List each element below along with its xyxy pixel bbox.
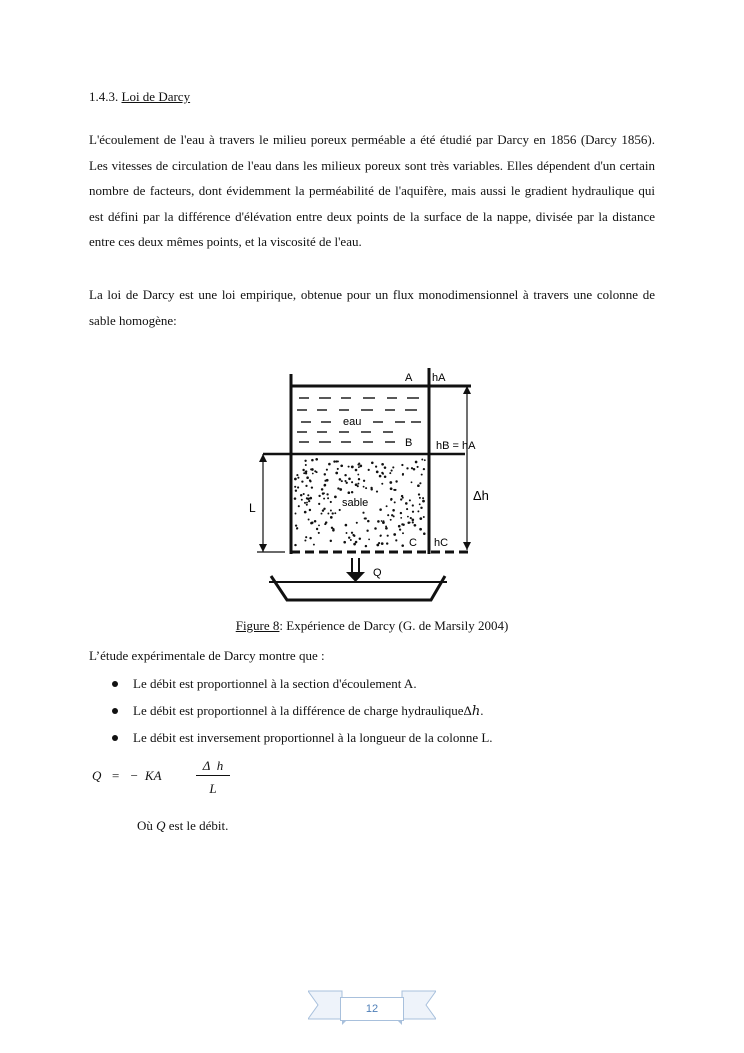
label-L: L	[249, 501, 256, 515]
page-number: 12	[340, 997, 404, 1021]
list-item-text: Le débit est proportionnel à la différence de charge hydrauliqueΔℎ.	[133, 703, 484, 718]
label-delta-h: Δh	[473, 488, 489, 503]
label-A: A	[405, 372, 413, 384]
label-hC: hC	[434, 537, 449, 549]
list-item-text: Le débit est inversement proportionnel à la longueur de la colonne L.	[133, 730, 493, 745]
definition-prefix: Où	[137, 818, 153, 833]
section-heading	[89, 89, 190, 105]
findings-list	[112, 675, 493, 756]
figure-caption-text: : Expérience de Darcy (G. de Marsily 2004)	[279, 618, 509, 633]
darcy-formula	[92, 757, 252, 801]
bullet-icon	[112, 735, 118, 741]
definition-suffix: est le débit.	[168, 818, 229, 833]
label-hA: hA	[432, 372, 446, 384]
label-sable: sable	[342, 497, 369, 509]
label-B: B	[405, 437, 413, 449]
page-number-ribbon	[308, 989, 436, 1027]
darcy-experiment-figure	[245, 364, 505, 609]
formula-fraction	[196, 757, 230, 797]
list-item	[112, 702, 493, 729]
label-C: C	[409, 537, 417, 549]
list-item-text: Le débit est proportionnel à la section d'écoulement A.	[133, 676, 417, 691]
outflow-arrow-icon	[346, 558, 365, 582]
bullet-icon	[112, 681, 118, 687]
figure-caption	[0, 618, 744, 634]
list-item	[112, 675, 493, 702]
list-item	[112, 729, 493, 756]
study-intro: L’étude expérimentale de Darcy montre que :	[89, 648, 325, 663]
darcy-diagram	[245, 364, 505, 609]
definition-symbol: Q	[156, 818, 166, 833]
formula-numerator: Δ h	[202, 758, 224, 773]
figure-reference: Figure 8	[235, 618, 280, 633]
formula-lhs: Q = − KA	[92, 768, 162, 783]
collection-basin	[271, 576, 445, 600]
label-Q: Q	[373, 567, 382, 579]
section-title: Loi de Darcy	[121, 89, 191, 104]
bullet-icon	[112, 708, 118, 714]
paragraph-darcy-law: La loi de Darcy est une loi empirique, obtenue pour un flux monodimensionnel à travers une colonne de sable homogène:	[89, 287, 655, 328]
formula-denominator: L	[209, 781, 217, 796]
section-number: 1.4.3.	[89, 89, 119, 104]
label-hB-hA: hB = hA	[436, 440, 476, 452]
paragraph-darcy-intro: L'écoulement de l'eau à travers le milieu poreux perméable a été étudié par Darcy en 1856 (Darcy 1856). Les vitesses de circulation de l'eau dans les milieux poreux sont très variables. Elles dépendent d'un certain nombre de facteurs, dont évidemment la perméabilité de l'aquifère, mais aussi le gradient hydraulique qui est défini par la différence d'élévation entre deux points de la surface de la nappe, divisée par la distance entre ces deux mêmes points, et la viscosité de l'eau.	[89, 132, 655, 249]
label-eau: eau	[343, 416, 362, 428]
fraction-bar	[196, 775, 230, 776]
formula-definition	[137, 818, 228, 834]
